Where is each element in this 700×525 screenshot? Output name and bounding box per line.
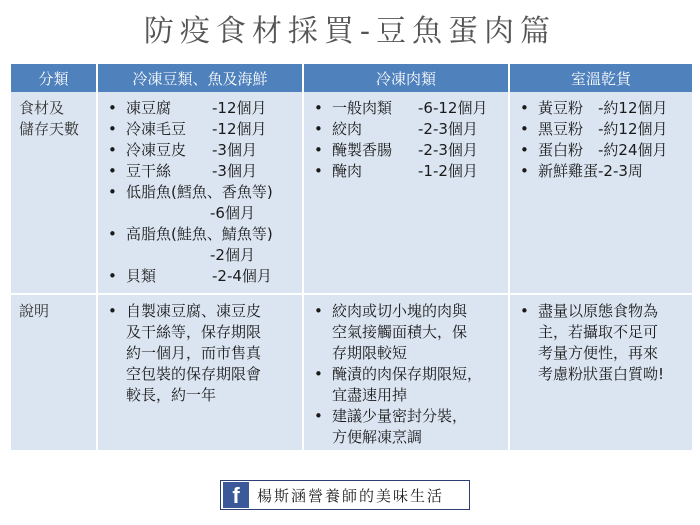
item-shelf-life: -3個月 — [212, 141, 257, 159]
table-header-row — [11, 64, 692, 92]
cell-notes-frozen-meat — [303, 294, 509, 450]
item-shelf-life: -約24個月 — [598, 141, 668, 159]
note-item — [106, 301, 298, 406]
item-name: 冷凍豆皮 — [126, 141, 187, 159]
note-line: 方便解凍烹調 — [332, 428, 423, 446]
note-line: 空包裝的保存期限會 — [126, 365, 262, 383]
item-shelf-life: -6-12個月 — [418, 99, 488, 117]
note-item — [518, 301, 688, 385]
item-name: 一般肉類 — [332, 99, 393, 117]
item-name: 高脂魚(鮭魚、鯖魚等) — [126, 225, 273, 243]
note-line: • 建議少量密封分裝， — [332, 407, 468, 425]
list-item — [312, 98, 504, 119]
list-item — [106, 182, 298, 224]
facebook-banner[interactable] — [220, 480, 470, 510]
header-frozen-meat: 冷凍肉類 — [303, 64, 509, 92]
list-item — [106, 119, 298, 140]
note-line: 考慮粉狀蛋白質呦! — [538, 365, 665, 383]
row-label-line: 食材及 — [19, 99, 65, 117]
list-item — [518, 119, 688, 140]
note-line: 較長，約一年 — [126, 386, 217, 404]
list-item — [106, 224, 298, 266]
list-item — [106, 140, 298, 161]
storage-table — [11, 64, 692, 450]
item-name: 冷凍毛豆 — [126, 120, 187, 138]
page-title: 防疫食材採買-豆魚蛋肉篇 — [143, 14, 557, 49]
note-line: • 醃漬的肉保存期限短， — [332, 365, 483, 383]
note-line: 空氣接觸面積大，保 — [332, 323, 468, 341]
cell-frozen-beans-fish — [97, 92, 303, 294]
item-shelf-life: -1-2個月 — [418, 162, 478, 180]
item-shelf-life: -12個月 — [212, 99, 267, 117]
item-name: 醃肉 — [332, 162, 363, 180]
list-item — [106, 98, 298, 119]
item-name: 蛋白粉 — [538, 141, 584, 159]
list-item — [312, 161, 504, 182]
note-line: 存期限較短 — [332, 344, 408, 362]
note-line: 宜盡速用掉 — [332, 386, 408, 404]
note-item — [312, 406, 504, 448]
row-label-storage — [11, 92, 97, 294]
item-shelf-life: -2個月 — [210, 246, 255, 264]
cell-frozen-meat — [303, 92, 509, 294]
item-name: 凍豆腐 — [126, 99, 172, 117]
item-shelf-life: -3個月 — [212, 162, 257, 180]
item-name: 豆干絲 — [126, 162, 172, 180]
item-name: 新鮮雞蛋-2-3周 — [538, 162, 643, 180]
cell-notes-dry-goods — [509, 294, 692, 450]
list-item — [106, 266, 298, 287]
header-category: 分類 — [11, 64, 97, 92]
row-label-notes: 說明 — [11, 294, 97, 450]
header-dry-goods: 室溫乾貨 — [509, 64, 692, 92]
item-name: 醃製香腸 — [332, 141, 393, 159]
list-item — [518, 161, 688, 182]
item-shelf-life: -2-3個月 — [418, 120, 478, 138]
list-item — [312, 140, 504, 161]
table-row-notes — [11, 294, 692, 450]
note-item — [312, 364, 504, 406]
note-line: • 盡量以原態食物為 — [538, 302, 659, 320]
facebook-icon: f — [223, 482, 249, 508]
note-line: 及干絲等，保存期限 — [126, 323, 262, 341]
list-item — [518, 140, 688, 161]
item-shelf-life: -2-4個月 — [212, 267, 272, 285]
cell-notes-frozen-beans-fish — [97, 294, 303, 450]
item-name: 絞肉 — [332, 120, 363, 138]
item-name: 低脂魚(鱈魚、香魚等) — [126, 183, 273, 201]
item-shelf-life: -2-3個月 — [418, 141, 478, 159]
note-line: • 自製凍豆腐、凍豆皮 — [126, 302, 262, 320]
note-line: 考量方便性，再來 — [538, 344, 659, 362]
item-shelf-life: -6個月 — [210, 204, 255, 222]
cell-dry-goods — [509, 92, 692, 294]
item-shelf-life: -約12個月 — [598, 99, 668, 117]
list-item — [518, 98, 688, 119]
row-label-line: 儲存天數 — [19, 120, 80, 138]
note-line: • 絞肉或切小塊的肉與 — [332, 302, 468, 320]
note-line: 主，若攝取不足可 — [538, 323, 659, 341]
note-item — [312, 301, 504, 364]
list-item — [312, 119, 504, 140]
item-name: 黃豆粉 — [538, 99, 584, 117]
header-frozen-beans-fish: 冷凍豆類、魚及海鮮 — [97, 64, 303, 92]
item-shelf-life: -12個月 — [212, 120, 267, 138]
footer-text: 楊斯涵營養師的美味生活 — [257, 486, 445, 505]
note-line: 約一個月，而市售真 — [126, 344, 262, 362]
list-item — [106, 161, 298, 182]
table-row-storage — [11, 92, 692, 294]
item-shelf-life: -約12個月 — [598, 120, 668, 138]
item-name: 黑豆粉 — [538, 120, 584, 138]
item-name: 貝類 — [126, 267, 157, 285]
